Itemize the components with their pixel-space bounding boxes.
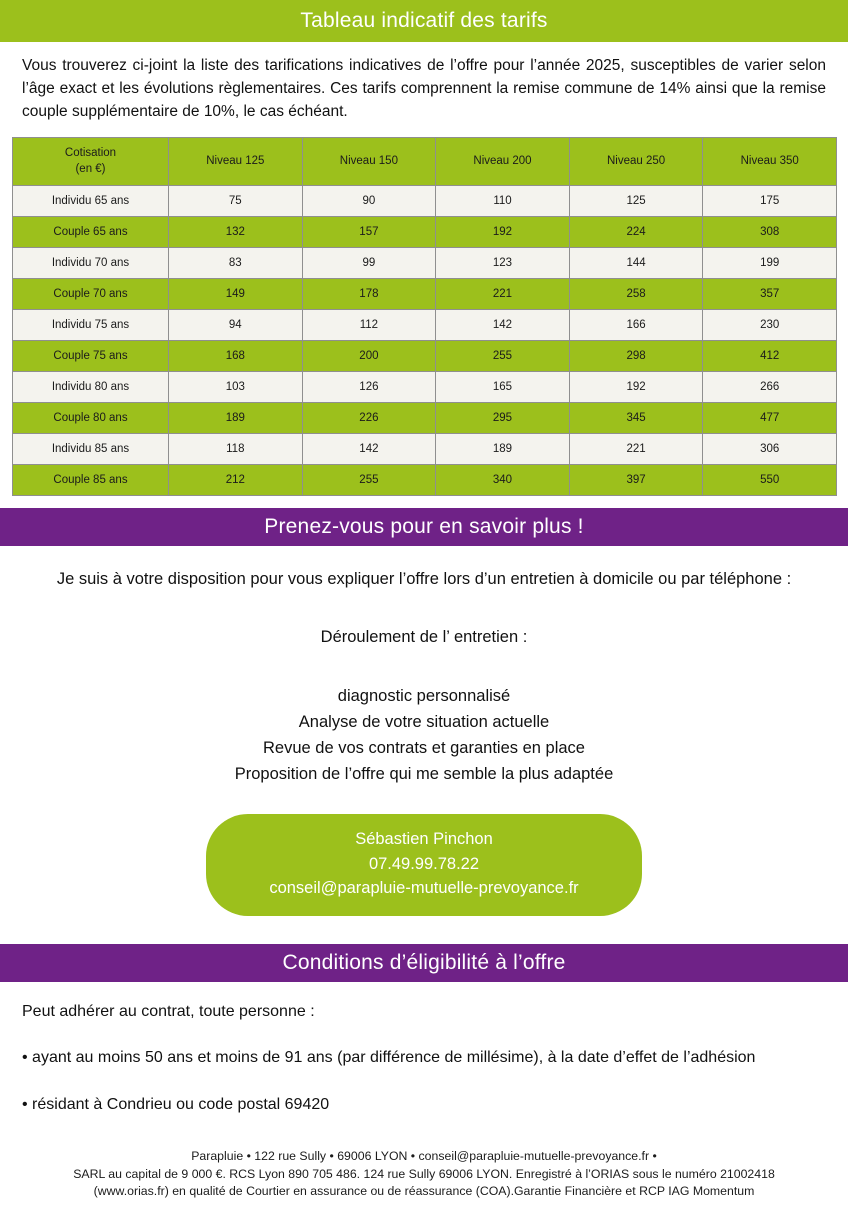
tariff-table-head — [13, 138, 837, 186]
row-value: 258 — [569, 279, 703, 310]
table-row — [13, 434, 837, 465]
row-value: 477 — [703, 403, 837, 434]
entretien-steps-list — [0, 684, 848, 788]
contact-name: Sébastien Pinchon — [355, 829, 493, 848]
contact-phone[interactable]: 07.49.99.78.22 — [368, 854, 480, 873]
row-value: 230 — [703, 310, 837, 341]
row-label: Individu 70 ans — [13, 248, 169, 279]
tariff-table — [12, 137, 837, 496]
contact-section-banner: Prenez-vous pour en savoir plus ! — [0, 508, 848, 546]
contact-intro-text: Je suis à votre disposition pour vous expliquer l’offre lors d’un entretien à domicile ou par téléphone : — [56, 570, 792, 589]
footer-line-legal-1: SARL au capital de 9 000 €. RCS Lyon 890 705 486. 124 rue Sully 69006 LYON. Enregistré à l’ORIAS sous le numéro 21002418 — [73, 1166, 775, 1181]
column-header-niveau-250: Niveau 250 — [569, 138, 703, 186]
row-value: 75 — [169, 186, 303, 217]
row-value: 212 — [169, 465, 303, 496]
row-value: 224 — [569, 217, 703, 248]
row-value: 226 — [302, 403, 436, 434]
row-value: 99 — [302, 248, 436, 279]
row-value: 123 — [436, 248, 570, 279]
row-label: Couple 65 ans — [13, 217, 169, 248]
bottom-spacer — [0, 1215, 848, 1225]
list-item: diagnostic personnalisé — [337, 687, 511, 706]
table-row — [13, 186, 837, 217]
row-value: 83 — [169, 248, 303, 279]
row-label: Individu 65 ans — [13, 186, 169, 217]
row-value: 192 — [569, 372, 703, 403]
table-row — [13, 372, 837, 403]
row-value: 295 — [436, 403, 570, 434]
row-value: 200 — [302, 341, 436, 372]
row-value: 144 — [569, 248, 703, 279]
row-value: 221 — [436, 279, 570, 310]
contact-email[interactable]: conseil@parapluie-mutuelle-prevoyance.fr — [269, 879, 579, 898]
row-value: 142 — [436, 310, 570, 341]
table-row — [13, 217, 837, 248]
list-item: Revue de vos contrats et garanties en place — [263, 739, 585, 758]
row-value: 345 — [569, 403, 703, 434]
list-item: Proposition de l’offre qui me semble la plus adaptée — [234, 764, 614, 783]
row-value: 266 — [703, 372, 837, 403]
column-header-niveau-350: Niveau 350 — [703, 138, 837, 186]
footer-line-legal-2: (www.orias.fr) en qualité de Courtier en assurance ou de réassurance (COA).Garantie Financière et RCP IAG Momentum — [93, 1184, 755, 1199]
eligibility-bullet-age: • ayant au moins 50 ans et moins de 91 ans (par différence de millésime), à la date d’effet de l’adhésion — [22, 1049, 756, 1067]
footer-line-address: Parapluie • 122 rue Sully • 69006 LYON • conseil@parapluie-mutuelle-prevoyance.fr • — [191, 1148, 657, 1163]
row-value: 306 — [703, 434, 837, 465]
eligibility-section-body — [22, 1000, 826, 1116]
cotisation-label-line2: (en €) — [75, 162, 106, 175]
row-value: 168 — [169, 341, 303, 372]
eligibility-lead-text: Peut adhérer au contrat, toute personne : — [22, 1003, 315, 1021]
contact-section-body — [0, 568, 848, 788]
page-title-banner: Tableau indicatif des tarifs — [0, 0, 848, 42]
row-value: 166 — [569, 310, 703, 341]
row-label: Couple 80 ans — [13, 403, 169, 434]
row-value: 94 — [169, 310, 303, 341]
row-value: 189 — [436, 434, 570, 465]
row-value: 550 — [703, 465, 837, 496]
contact-card-row — [0, 814, 848, 916]
row-value: 157 — [302, 217, 436, 248]
column-header-niveau-200: Niveau 200 — [436, 138, 570, 186]
deroulement-title: Déroulement de l’ entretien : — [320, 628, 528, 647]
row-value: 221 — [569, 434, 703, 465]
column-header-niveau-125: Niveau 125 — [169, 138, 303, 186]
row-value: 255 — [436, 341, 570, 372]
intro-paragraph: Vous trouverez ci-joint la liste des tarifications indicatives de l’offre pour l’année 2025, susceptibles de varier selon l’âge exact et les évolutions règlementaires. Ces tarifs comprennent la remise commune de 14% ainsi que la remise couple supplémentaire de 10%, le cas échéant. — [22, 57, 826, 120]
row-value: 149 — [169, 279, 303, 310]
column-header-cotisation — [13, 138, 169, 186]
eligibility-bullet-location: • résidant à Condrieu ou code postal 69420 — [22, 1095, 330, 1113]
row-value: 357 — [703, 279, 837, 310]
table-row — [13, 248, 837, 279]
row-value: 90 — [302, 186, 436, 217]
list-item: Analyse de votre situation actuelle — [298, 713, 550, 732]
footer — [18, 1148, 830, 1201]
row-value: 142 — [302, 434, 436, 465]
table-header-row — [13, 138, 837, 186]
row-label: Couple 85 ans — [13, 465, 169, 496]
row-value: 125 — [569, 186, 703, 217]
row-value: 178 — [302, 279, 436, 310]
row-value: 192 — [436, 217, 570, 248]
row-value: 199 — [703, 248, 837, 279]
eligibility-section-banner: Conditions d’éligibilité à l’offre — [0, 944, 848, 982]
row-value: 175 — [703, 186, 837, 217]
row-value: 132 — [169, 217, 303, 248]
row-value: 118 — [169, 434, 303, 465]
table-row — [13, 310, 837, 341]
row-value: 112 — [302, 310, 436, 341]
column-header-niveau-150: Niveau 150 — [302, 138, 436, 186]
table-row — [13, 403, 837, 434]
row-value: 412 — [703, 341, 837, 372]
row-value: 165 — [436, 372, 570, 403]
row-value: 110 — [436, 186, 570, 217]
row-label: Couple 70 ans — [13, 279, 169, 310]
row-value: 340 — [436, 465, 570, 496]
contact-card[interactable] — [206, 814, 642, 916]
row-value: 397 — [569, 465, 703, 496]
tariff-table-body — [13, 186, 837, 496]
cotisation-label-line1: Cotisation — [64, 147, 117, 160]
row-value: 255 — [302, 465, 436, 496]
table-row — [13, 341, 837, 372]
row-label: Individu 75 ans — [13, 310, 169, 341]
row-value: 308 — [703, 217, 837, 248]
row-value: 103 — [169, 372, 303, 403]
table-row — [13, 465, 837, 496]
row-value: 126 — [302, 372, 436, 403]
table-row — [13, 279, 837, 310]
tariff-table-wrapper — [12, 137, 836, 496]
row-value: 298 — [569, 341, 703, 372]
row-label: Couple 75 ans — [13, 341, 169, 372]
row-label: Individu 80 ans — [13, 372, 169, 403]
row-label: Individu 85 ans — [13, 434, 169, 465]
row-value: 189 — [169, 403, 303, 434]
